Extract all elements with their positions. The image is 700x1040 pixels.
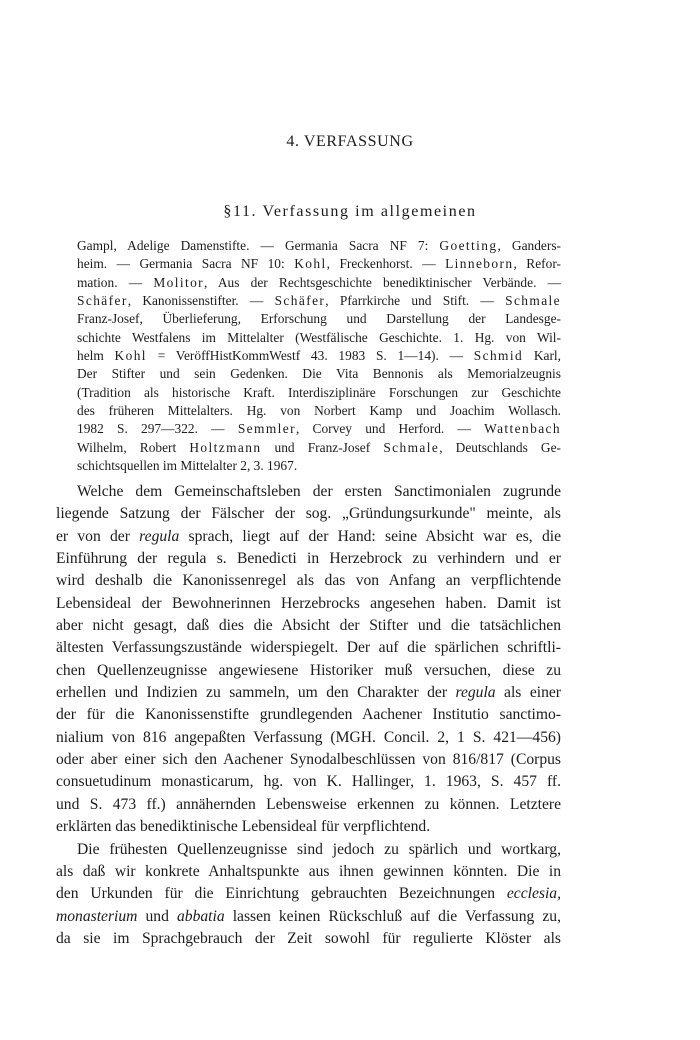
body-line: Welche dem Gemeinschaftsleben der ersten Sanctimonialen zugrunde (77, 483, 561, 500)
bibliography-line: Gampl, Adelige Damenstifte. — Germania Sacra NF 7: Goetting, Ganders- (77, 238, 562, 253)
bibliography-line: (Tradition als historische Kraft. Interdisziplinäre Forschungen zur Geschichte (77, 384, 561, 400)
body-line: liegende Satzung der Fälscher der sog. „Gründungsurkunde" meinte, als (56, 505, 561, 523)
bibliography-line: Der Stifter und sein Gedenken. Die Vita Bennonis als Memorialzeugnis (77, 366, 561, 382)
body-line: und S. 473 ff.) annähernden Lebensweise erkennen zu können. Letztere (56, 795, 561, 813)
body-line: monasterium und abbatia lassen keinen Rückschluß auf die Verfassung zu, (56, 907, 561, 925)
bibliography-line: Schäfer, Kanonissenstifter. — Schäfer, Pfarrkirche und Stift. — Schmale (77, 293, 562, 309)
body-line: Einführung der regula s. Benedicti in Herzebrock zu verhindern und er (56, 550, 561, 568)
body-line: der für die Kanonissenstifte grundlegenden Aachener Institutio sanctimo- (56, 706, 561, 724)
bibliography-line: Wilhelm, Robert Holtzmann und Franz-Josef Schmale, Deutschlands Ge- (77, 439, 562, 455)
bibliography-line: des früheren Mittelalters. Hg. von Norbert Kamp und Joachim Wollasch. (77, 403, 561, 419)
body-line: nialium von 816 angepaßten Verfassung (MGH. Concil. 2, 1 S. 421—456) (56, 728, 561, 746)
bibliography-line: mation. — Molitor, Aus der Rechtsgeschichte benediktinischer Verbände. — (77, 274, 562, 290)
bibliography-line: heim. — Germania Sacra NF 10: Kohl, Freckenhorst. — Linneborn, Refor- (77, 256, 561, 272)
body-line: da sie im Sprachgebrauch der Zeit sowohl für regulierte Klöster als (56, 929, 561, 947)
body-line: oder aber einer sich den Aachener Synodalbeschlüssen von 816/817 (Corpus (56, 751, 561, 769)
bibliography-line: schichtsquellen im Mittelalter 2, 3. 1967. (77, 458, 298, 474)
bibliography-block (77, 237, 561, 475)
body-line: aber nicht gesagt, daß dies die Absicht der Stifter und die tatsächlichen (56, 617, 561, 635)
body-line: als daß wir konkrete Anhaltspunkte aus ihnen gewinnen könnten. Die in (56, 862, 561, 880)
body-line: er von der regula sprach, liegt auf der Hand: seine Absicht war es, die (56, 527, 561, 545)
body-line: ältesten Verfassungszustände widerspiegelt. Der auf die spärlichen schriftli- (56, 639, 561, 657)
body-line: Lebensideal der Bewohnerinnen Herzebrocks angesehen haben. Damit ist (56, 594, 561, 612)
body-line: Die frühesten Quellenzeugnisse sind jedoch zu spärlich und wortkarg, (77, 840, 561, 858)
body-line: chen Quellenzeugnisse angewiesene Historiker muß versuchen, diese zu (56, 661, 561, 679)
body-line: erklärten das benediktinische Lebensideal für verpflichtend. (56, 818, 431, 836)
bibliography-line: helm Kohl = VeröffHistKommWestf 43. 1983 S. 1—14). — Schmid Karl, (77, 348, 561, 364)
body-line: wird deshalb die Kanonissenregel als das von Anfang an verpflichtende (56, 572, 561, 590)
bibliography-line: schichte Westfalens im Mittelalter (Westfälische Geschichte. 1. Hg. von Wil- (77, 329, 561, 345)
body-line: erhellen und Indizien zu sammeln, um den Charakter der regula als einer (56, 684, 561, 702)
bibliography-line: Franz-Josef, Überlieferung, Erforschung und Darstellung der Landesge- (77, 311, 561, 327)
bibliography-line: 1982 S. 297—322. — Semmler, Corvey und Herford. — Wattenbach (77, 421, 561, 437)
body-text (56, 481, 561, 950)
body-line: consuetudinum monasticarum, hg. von K. Hallinger, 1. 1963, S. 457 ff. (56, 773, 561, 791)
chapter-heading: 4. VERFASSUNG (286, 133, 414, 150)
body-line: den Urkunden für die Einrichtung gebrauchten Bezeichnungen ecclesia, (56, 885, 561, 903)
section-heading: §11. Verfassung im allgemeinen (223, 203, 477, 220)
